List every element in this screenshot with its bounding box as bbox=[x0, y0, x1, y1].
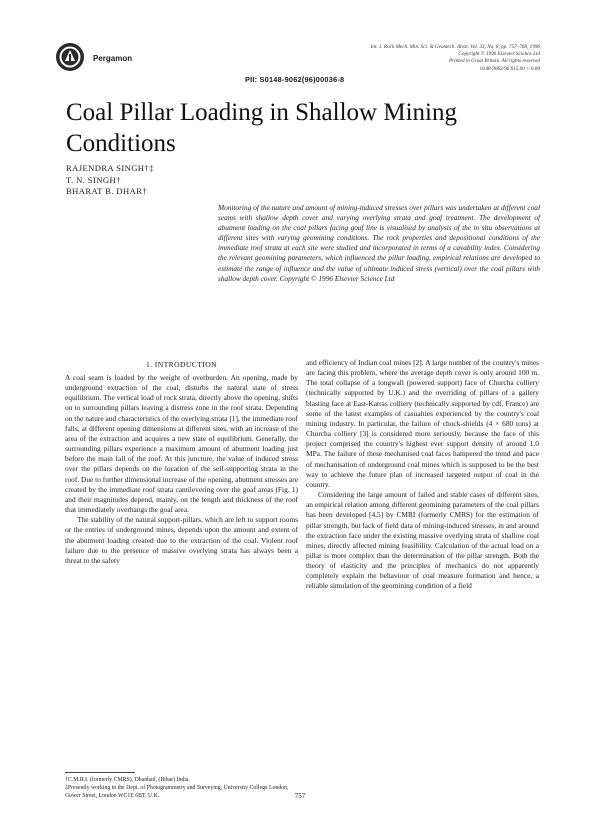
journal-line: 0148-9062/96 $15.00 + 0.00 bbox=[480, 65, 540, 72]
author-list bbox=[66, 163, 154, 198]
journal-line: Printed in Great Britain. All rights reserved bbox=[448, 58, 540, 65]
journal-line: Copyright © 1996 Elsevier Science Ltd bbox=[458, 51, 540, 58]
pii-identifier: PII: S0148-9062(96)00036-8 bbox=[245, 75, 345, 84]
abstract: Monitoring of the nature and amount of mining-induced stresses over pillars was undertaken at different coal seams with shallow depth cover and varying overlying strata and goaf treatment. The development of abutment loading on the coal pillars facing goaf line is visualised by analysis of the in situ observations at different sites with varying geomining conditions. The rock properties and depositional conditions of the immediate roof strata at each site were studied and incorporated in terms of a cavability index. Considering the relevant geomining parameters, which influenced the pillar loading, empirical relations are developed to estimate the range of influence and the value of ultimate induced stress (vertical) over the coal pillars with shallow depth cover. Copyright © 1996 Elsevier Science Ltd bbox=[218, 203, 540, 283]
pergamon-logo-icon bbox=[55, 42, 85, 72]
right-column bbox=[306, 358, 539, 592]
footnote-rule bbox=[65, 772, 135, 773]
publisher-name: Pergamon bbox=[93, 54, 133, 63]
paragraph: The stability of the natural support-pillars, which are left to support rooms or the entries of underground mines, depends upon the amount and extent of the abutment loading created due to the extraction of the coal. Violent roof failure due to the presence of massive overlying strata has always been a threat to the safety bbox=[65, 515, 298, 565]
author-name: T. N. SINGH† bbox=[66, 174, 121, 185]
paragraph: Considering the large amount of failed and stable cases of different sites, an empirical relation among different geomining parameters of the coal pillars has been developed [4,5] by CMRI (formerly CMRS) for the estimation of pillar strength, but lack of field data of mining-induced stresses, in and around the extraction face under the existing massive overlying strata of shallow coal mines, directly affected mining feasibility. Calculation of the actual load on a pillar is more complex than the determination of the pillar strength. Both the theory of elasticity and the principles of mechanics do not apparently completely explain the behaviour of coal measure formation and hence, a reliable simulation of the geomining condition of a field bbox=[306, 490, 539, 591]
paper-title: Coal Pillar Loading in Shallow Mining Conditions bbox=[66, 99, 457, 157]
page-number: 757 bbox=[294, 792, 306, 800]
footnote: ‡Presently working in the Dept. of Photogrammetry and Surveying, University College London, Gower Street, London WC1E 6BT, U.K. bbox=[65, 785, 289, 799]
paragraph: and efficiency of Indian coal mines [2]. A large number of the country's mines are facing this problem, where the average depth cover is only around 100 m. The total collapse of a longwall (powered support) face of Churcha colliery (technically supported by U.K.) and the overriding of pillars of a gallery blasting face at East-Katras colliery (technically supported by cdf, France) are some of the latest examples of casualties experienced by the country's coal mining industry. In particular, the failure of chock-shields (4 × 680 tons) at Churcha colliery [3] is considered more seriously, because the face of this project comprised the country's highest ever support density of around 1.0 MPa. The failure of these mechanised coal faces hampered the trend and pace of mechanisation of underground coal mines which is supposed to be the best way to achieve the future plan of increased targeted output of coal in the country. bbox=[306, 358, 539, 489]
journal-line: Int. J. Rock Mech. Min. Sci. & Geomech. Abstr. Vol. 33, No. 8, pp. 757–768, 1996 bbox=[370, 44, 540, 50]
author-name: BHARAT B. DHAR† bbox=[66, 186, 148, 196]
paragraph: A coal seam is loaded by the weight of overburden. An opening, made by underground extraction of the coal, disturbs the natural state of stress equilibrium. The vertical load of rock strata, directly above the opening, shifts on to surrounding pillars leaving a distress zone in the roof strata. Depending on the nature and characteristics of the overlying strata [1], the immediate roof falls, at different opening dimensions at different sites, with an increase of the area of the extraction and acquires a new state of equilibrium. Generally, the surrounding pillars experience a maximum amount of abutment loading just before the main fall of the roof. At this juncture, the value of induced stress over the pillars depends on the location of the self-supporting strata in the roof. Due to further dimensional increase of the opening, abutment stresses are created by the immediate roof strata cantilevering over the goaf areas (Fig. 1) and their magnitudes depend, mainly, on the length and thickness of the roof that immediately overhangs the goaf area. bbox=[65, 373, 298, 515]
section-heading: 1. INTRODUCTION bbox=[146, 360, 217, 369]
footnote: †C.M.R.I. (formerly CMRS), Dhanbad, (Bihar) India. bbox=[65, 777, 190, 783]
author-name: RAJENDRA SINGH†‡ bbox=[66, 163, 154, 173]
left-column bbox=[65, 373, 298, 566]
journal-info bbox=[240, 44, 540, 73]
